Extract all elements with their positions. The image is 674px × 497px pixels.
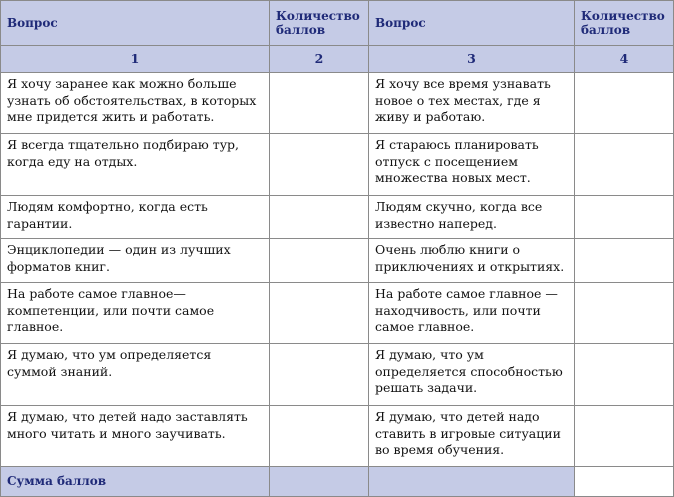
- sum-score-left[interactable]: [270, 467, 369, 497]
- question-left: Я думаю, что детей надо заставлять много читать и много заучивать.: [1, 406, 270, 467]
- header-score-left: Количество баллов: [270, 1, 369, 46]
- question-right: На работе самое главное — находчивость, или почти самое главное.: [369, 283, 575, 344]
- question-right: Я думаю, что детей надо ставить в игровые ситуации во время обучения.: [369, 406, 575, 467]
- score-cell-right[interactable]: [575, 283, 674, 344]
- question-left: Энциклопедии — один из лучших форматов книг.: [1, 239, 270, 283]
- header-question-left: Вопрос: [1, 1, 270, 46]
- question-left: Я хочу заранее как можно больше узнать об обстоятельствах, в которых мне придется жить и работать.: [1, 73, 270, 134]
- header-row: [1, 1, 674, 46]
- column-number-4: 4: [575, 46, 674, 73]
- question-right: Очень люблю книги о приключениях и открытиях.: [369, 239, 575, 283]
- table-row: [1, 344, 674, 406]
- score-cell-right[interactable]: [575, 239, 674, 283]
- question-right: Людям скучно, когда все известно наперед.: [369, 196, 575, 239]
- table-row: [1, 196, 674, 239]
- sum-label: Сумма баллов: [1, 467, 270, 497]
- score-cell-left[interactable]: [270, 406, 369, 467]
- score-cell-left[interactable]: [270, 73, 369, 134]
- header-score-right: Количество баллов: [575, 1, 674, 46]
- header-question-right: Вопрос: [369, 1, 575, 46]
- sum-score-right[interactable]: [575, 467, 674, 497]
- score-cell-left[interactable]: [270, 344, 369, 406]
- table-row: [1, 134, 674, 196]
- column-number-row: [1, 46, 674, 73]
- score-cell-left[interactable]: [270, 239, 369, 283]
- question-right: Я хочу все время узнавать новое о тех местах, где я живу и работаю.: [369, 73, 575, 134]
- question-right: Я думаю, что ум определяется способностью решать задачи.: [369, 344, 575, 406]
- question-left: Людям комфортно, когда есть гарантии.: [1, 196, 270, 239]
- score-cell-right[interactable]: [575, 406, 674, 467]
- table-row: [1, 73, 674, 134]
- table-row: [1, 283, 674, 344]
- table-row: [1, 406, 674, 467]
- sum-spacer: [369, 467, 575, 497]
- question-left: Я всегда тщательно подбираю тур, когда еду на отдых.: [1, 134, 270, 196]
- score-cell-left[interactable]: [270, 196, 369, 239]
- score-cell-right[interactable]: [575, 134, 674, 196]
- score-cell-left[interactable]: [270, 283, 369, 344]
- score-cell-right[interactable]: [575, 344, 674, 406]
- score-cell-left[interactable]: [270, 134, 369, 196]
- question-right: Я стараюсь планировать отпуск с посещением множества новых мест.: [369, 134, 575, 196]
- question-left: На работе самое главное— компетенции, или почти самое главное.: [1, 283, 270, 344]
- sum-row: [1, 467, 674, 497]
- column-number-3: 3: [369, 46, 575, 73]
- score-cell-right[interactable]: [575, 196, 674, 239]
- score-cell-right[interactable]: [575, 73, 674, 134]
- column-number-1: 1: [1, 46, 270, 73]
- column-number-2: 2: [270, 46, 369, 73]
- table-row: [1, 239, 674, 283]
- question-left: Я думаю, что ум определяется суммой знаний.: [1, 344, 270, 406]
